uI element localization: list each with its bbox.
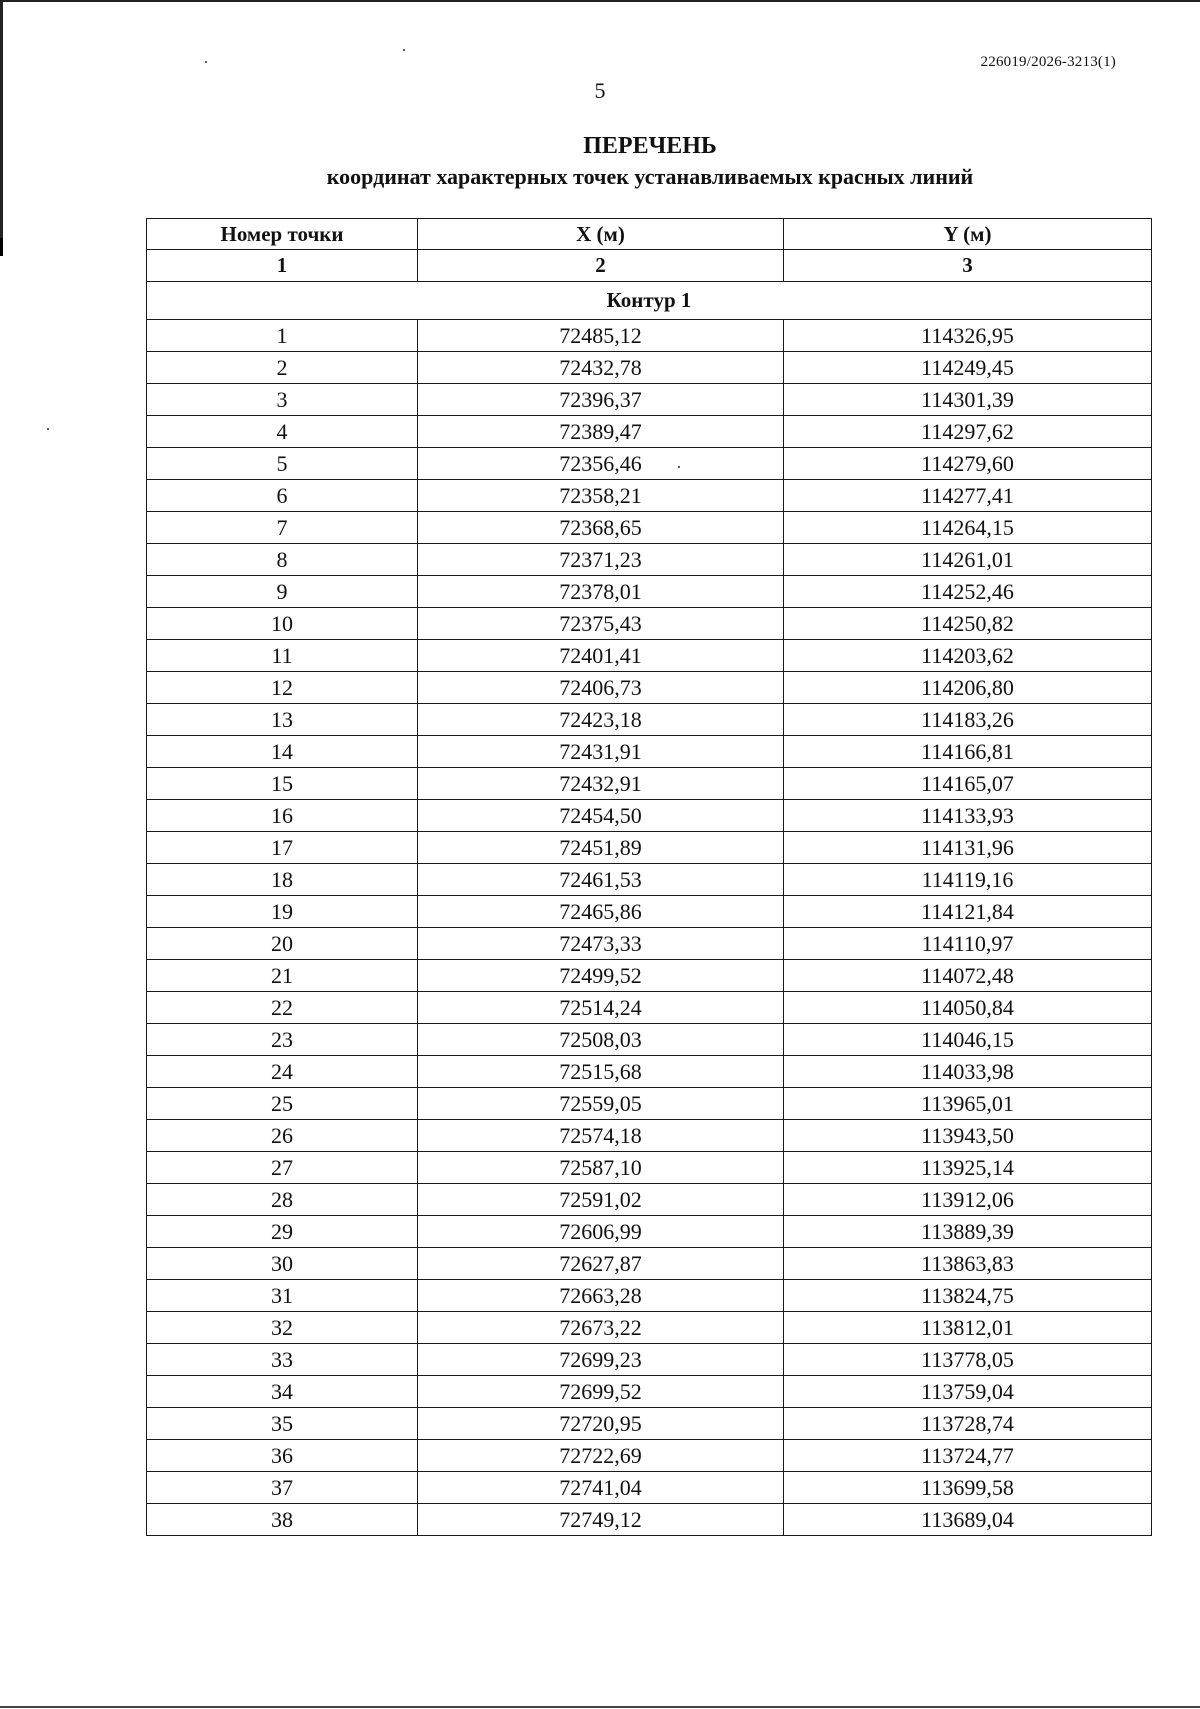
table-row bbox=[147, 352, 1152, 384]
x-coordinate-cell: 72699,23 bbox=[418, 1344, 784, 1376]
table-row bbox=[147, 1024, 1152, 1056]
x-coordinate-cell: 72499,52 bbox=[418, 960, 784, 992]
point-number-cell: 9 bbox=[147, 576, 418, 608]
x-coordinate-cell: 72406,73 bbox=[418, 672, 784, 704]
table-row bbox=[147, 672, 1152, 704]
point-number-cell: 18 bbox=[147, 864, 418, 896]
point-number-cell: 34 bbox=[147, 1376, 418, 1408]
x-coordinate-cell: 72432,91 bbox=[418, 768, 784, 800]
y-coordinate-cell: 113943,50 bbox=[784, 1120, 1152, 1152]
y-coordinate-cell: 114183,26 bbox=[784, 704, 1152, 736]
y-coordinate-cell: 113689,04 bbox=[784, 1504, 1152, 1536]
x-coordinate-cell: 72431,91 bbox=[418, 736, 784, 768]
scan-left-border bbox=[0, 0, 3, 238]
y-coordinate-cell: 113759,04 bbox=[784, 1376, 1152, 1408]
coordinates-table bbox=[146, 218, 1152, 1536]
x-coordinate-cell: 72358,21 bbox=[418, 480, 784, 512]
x-coordinate-cell: 72699,52 bbox=[418, 1376, 784, 1408]
x-coordinate-cell: 72375,43 bbox=[418, 608, 784, 640]
point-number-cell: 12 bbox=[147, 672, 418, 704]
y-coordinate-cell: 114301,39 bbox=[784, 384, 1152, 416]
table-body bbox=[147, 282, 1152, 1536]
x-coordinate-cell: 72485,12 bbox=[418, 320, 784, 352]
column-number: 3 bbox=[784, 250, 1152, 282]
table-row bbox=[147, 736, 1152, 768]
x-coordinate-cell: 72389,47 bbox=[418, 416, 784, 448]
column-number: 1 bbox=[147, 250, 418, 282]
table-row bbox=[147, 608, 1152, 640]
y-coordinate-cell: 114133,93 bbox=[784, 800, 1152, 832]
scan-top-border bbox=[0, 0, 1200, 2]
table-row bbox=[147, 1056, 1152, 1088]
y-coordinate-cell: 114250,82 bbox=[784, 608, 1152, 640]
y-coordinate-cell: 114264,15 bbox=[784, 512, 1152, 544]
table-row bbox=[147, 1472, 1152, 1504]
point-number-cell: 7 bbox=[147, 512, 418, 544]
table-row bbox=[147, 512, 1152, 544]
y-coordinate-cell: 113824,75 bbox=[784, 1280, 1152, 1312]
y-coordinate-cell: 113925,14 bbox=[784, 1152, 1152, 1184]
point-number-cell: 30 bbox=[147, 1248, 418, 1280]
point-number-cell: 23 bbox=[147, 1024, 418, 1056]
contour-row bbox=[147, 282, 1152, 320]
x-coordinate-cell: 72465,86 bbox=[418, 896, 784, 928]
x-coordinate-cell: 72559,05 bbox=[418, 1088, 784, 1120]
x-coordinate-cell: 72663,28 bbox=[418, 1280, 784, 1312]
document-title: ПЕРЕЧЕНЬ bbox=[583, 133, 717, 159]
x-coordinate-cell: 72461,53 bbox=[418, 864, 784, 896]
y-coordinate-cell: 114249,45 bbox=[784, 352, 1152, 384]
table-row bbox=[147, 864, 1152, 896]
point-number-cell: 36 bbox=[147, 1440, 418, 1472]
y-coordinate-cell: 113889,39 bbox=[784, 1216, 1152, 1248]
x-coordinate-cell: 72722,69 bbox=[418, 1440, 784, 1472]
scan-speck bbox=[205, 61, 207, 63]
x-coordinate-cell: 72741,04 bbox=[418, 1472, 784, 1504]
point-number-cell: 19 bbox=[147, 896, 418, 928]
page-number: 5 bbox=[594, 78, 606, 103]
point-number-cell: 37 bbox=[147, 1472, 418, 1504]
point-number-cell: 15 bbox=[147, 768, 418, 800]
table-row bbox=[147, 928, 1152, 960]
x-coordinate-cell: 72514,24 bbox=[418, 992, 784, 1024]
table-row bbox=[147, 768, 1152, 800]
table-row bbox=[147, 1504, 1152, 1536]
point-number-cell: 38 bbox=[147, 1504, 418, 1536]
header-y: Y (м) bbox=[784, 219, 1152, 250]
x-coordinate-cell: 72473,33 bbox=[418, 928, 784, 960]
point-number-cell: 16 bbox=[147, 800, 418, 832]
y-coordinate-cell: 113724,77 bbox=[784, 1440, 1152, 1472]
table-row bbox=[147, 1184, 1152, 1216]
table-row bbox=[147, 480, 1152, 512]
header-x: X (м) bbox=[418, 219, 784, 250]
y-coordinate-cell: 113778,05 bbox=[784, 1344, 1152, 1376]
table-row bbox=[147, 1312, 1152, 1344]
y-coordinate-cell: 114072,48 bbox=[784, 960, 1152, 992]
x-coordinate-cell: 72574,18 bbox=[418, 1120, 784, 1152]
table-row bbox=[147, 800, 1152, 832]
point-number-cell: 21 bbox=[147, 960, 418, 992]
x-coordinate-cell: 72673,22 bbox=[418, 1312, 784, 1344]
x-coordinate-cell: 72720,95 bbox=[418, 1408, 784, 1440]
table-row bbox=[147, 1088, 1152, 1120]
x-coordinate-cell: 72508,03 bbox=[418, 1024, 784, 1056]
y-coordinate-cell: 113965,01 bbox=[784, 1088, 1152, 1120]
point-number-cell: 10 bbox=[147, 608, 418, 640]
header-point-number: Номер точки bbox=[147, 219, 418, 250]
point-number-cell: 14 bbox=[147, 736, 418, 768]
y-coordinate-cell: 114252,46 bbox=[784, 576, 1152, 608]
y-coordinate-cell: 114119,16 bbox=[784, 864, 1152, 896]
x-coordinate-cell: 72591,02 bbox=[418, 1184, 784, 1216]
table-row bbox=[147, 544, 1152, 576]
point-number-cell: 3 bbox=[147, 384, 418, 416]
y-coordinate-cell: 113912,06 bbox=[784, 1184, 1152, 1216]
column-number: 2 bbox=[418, 250, 784, 282]
point-number-cell: 22 bbox=[147, 992, 418, 1024]
point-number-cell: 35 bbox=[147, 1408, 418, 1440]
table-row bbox=[147, 576, 1152, 608]
scan-speck bbox=[403, 49, 405, 51]
point-number-cell: 20 bbox=[147, 928, 418, 960]
table-row bbox=[147, 992, 1152, 1024]
point-number-cell: 4 bbox=[147, 416, 418, 448]
scan-bottom-border bbox=[0, 1706, 1200, 1708]
table-row bbox=[147, 1376, 1152, 1408]
y-coordinate-cell: 114165,07 bbox=[784, 768, 1152, 800]
point-number-cell: 11 bbox=[147, 640, 418, 672]
table-row bbox=[147, 1344, 1152, 1376]
point-number-cell: 1 bbox=[147, 320, 418, 352]
x-coordinate-cell: 72371,23 bbox=[418, 544, 784, 576]
table-row bbox=[147, 1152, 1152, 1184]
document-id: 226019/2026-3213(1) bbox=[980, 54, 1116, 70]
point-number-cell: 31 bbox=[147, 1280, 418, 1312]
table-row bbox=[147, 896, 1152, 928]
point-number-cell: 8 bbox=[147, 544, 418, 576]
scan-speck bbox=[47, 428, 49, 430]
table-row bbox=[147, 1440, 1152, 1472]
y-coordinate-cell: 113699,58 bbox=[784, 1472, 1152, 1504]
table-header-row bbox=[147, 219, 1152, 250]
point-number-cell: 28 bbox=[147, 1184, 418, 1216]
x-coordinate-cell: 72606,99 bbox=[418, 1216, 784, 1248]
point-number-cell: 5 bbox=[147, 448, 418, 480]
y-coordinate-cell: 113812,01 bbox=[784, 1312, 1152, 1344]
table-row bbox=[147, 1248, 1152, 1280]
y-coordinate-cell: 114033,98 bbox=[784, 1056, 1152, 1088]
x-coordinate-cell: 72396,37 bbox=[418, 384, 784, 416]
table-row bbox=[147, 448, 1152, 480]
point-number-cell: 26 bbox=[147, 1120, 418, 1152]
point-number-cell: 17 bbox=[147, 832, 418, 864]
scan-left-mark bbox=[0, 238, 3, 256]
x-coordinate-cell: 72432,78 bbox=[418, 352, 784, 384]
point-number-cell: 29 bbox=[147, 1216, 418, 1248]
x-coordinate-cell: 72587,10 bbox=[418, 1152, 784, 1184]
y-coordinate-cell: 114131,96 bbox=[784, 832, 1152, 864]
x-coordinate-cell: 72378,01 bbox=[418, 576, 784, 608]
table-row bbox=[147, 960, 1152, 992]
y-coordinate-cell: 114046,15 bbox=[784, 1024, 1152, 1056]
x-coordinate-cell: 72451,89 bbox=[418, 832, 784, 864]
y-coordinate-cell: 114279,60 bbox=[784, 448, 1152, 480]
x-coordinate-cell: 72401,41 bbox=[418, 640, 784, 672]
x-coordinate-cell: 72749,12 bbox=[418, 1504, 784, 1536]
contour-label: Контур 1 bbox=[147, 282, 1152, 320]
y-coordinate-cell: 114121,84 bbox=[784, 896, 1152, 928]
document-subtitle: координат характерных точек устанавливаемых красных линий bbox=[326, 164, 974, 189]
table-row bbox=[147, 1120, 1152, 1152]
x-coordinate-cell: 72423,18 bbox=[418, 704, 784, 736]
y-coordinate-cell: 114166,81 bbox=[784, 736, 1152, 768]
y-coordinate-cell: 114261,01 bbox=[784, 544, 1152, 576]
table-row bbox=[147, 832, 1152, 864]
table-row bbox=[147, 1408, 1152, 1440]
point-number-cell: 6 bbox=[147, 480, 418, 512]
point-number-cell: 24 bbox=[147, 1056, 418, 1088]
x-coordinate-cell: 72515,68 bbox=[418, 1056, 784, 1088]
y-coordinate-cell: 113863,83 bbox=[784, 1248, 1152, 1280]
y-coordinate-cell: 113728,74 bbox=[784, 1408, 1152, 1440]
point-number-cell: 27 bbox=[147, 1152, 418, 1184]
point-number-cell: 25 bbox=[147, 1088, 418, 1120]
table-row bbox=[147, 640, 1152, 672]
y-coordinate-cell: 114110,97 bbox=[784, 928, 1152, 960]
table-row bbox=[147, 384, 1152, 416]
point-number-cell: 32 bbox=[147, 1312, 418, 1344]
y-coordinate-cell: 114277,41 bbox=[784, 480, 1152, 512]
y-coordinate-cell: 114050,84 bbox=[784, 992, 1152, 1024]
point-number-cell: 13 bbox=[147, 704, 418, 736]
table-row bbox=[147, 320, 1152, 352]
table-row bbox=[147, 1216, 1152, 1248]
point-number-cell: 2 bbox=[147, 352, 418, 384]
y-coordinate-cell: 114206,80 bbox=[784, 672, 1152, 704]
table-row bbox=[147, 416, 1152, 448]
y-coordinate-cell: 114326,95 bbox=[784, 320, 1152, 352]
x-coordinate-cell: 72454,50 bbox=[418, 800, 784, 832]
point-number-cell: 33 bbox=[147, 1344, 418, 1376]
table-row bbox=[147, 1280, 1152, 1312]
y-coordinate-cell: 114203,62 bbox=[784, 640, 1152, 672]
column-number-row bbox=[147, 250, 1152, 282]
x-coordinate-cell: 72627,87 bbox=[418, 1248, 784, 1280]
x-coordinate-cell: 72356,46 bbox=[418, 448, 784, 480]
table-row bbox=[147, 704, 1152, 736]
y-coordinate-cell: 114297,62 bbox=[784, 416, 1152, 448]
x-coordinate-cell: 72368,65 bbox=[418, 512, 784, 544]
